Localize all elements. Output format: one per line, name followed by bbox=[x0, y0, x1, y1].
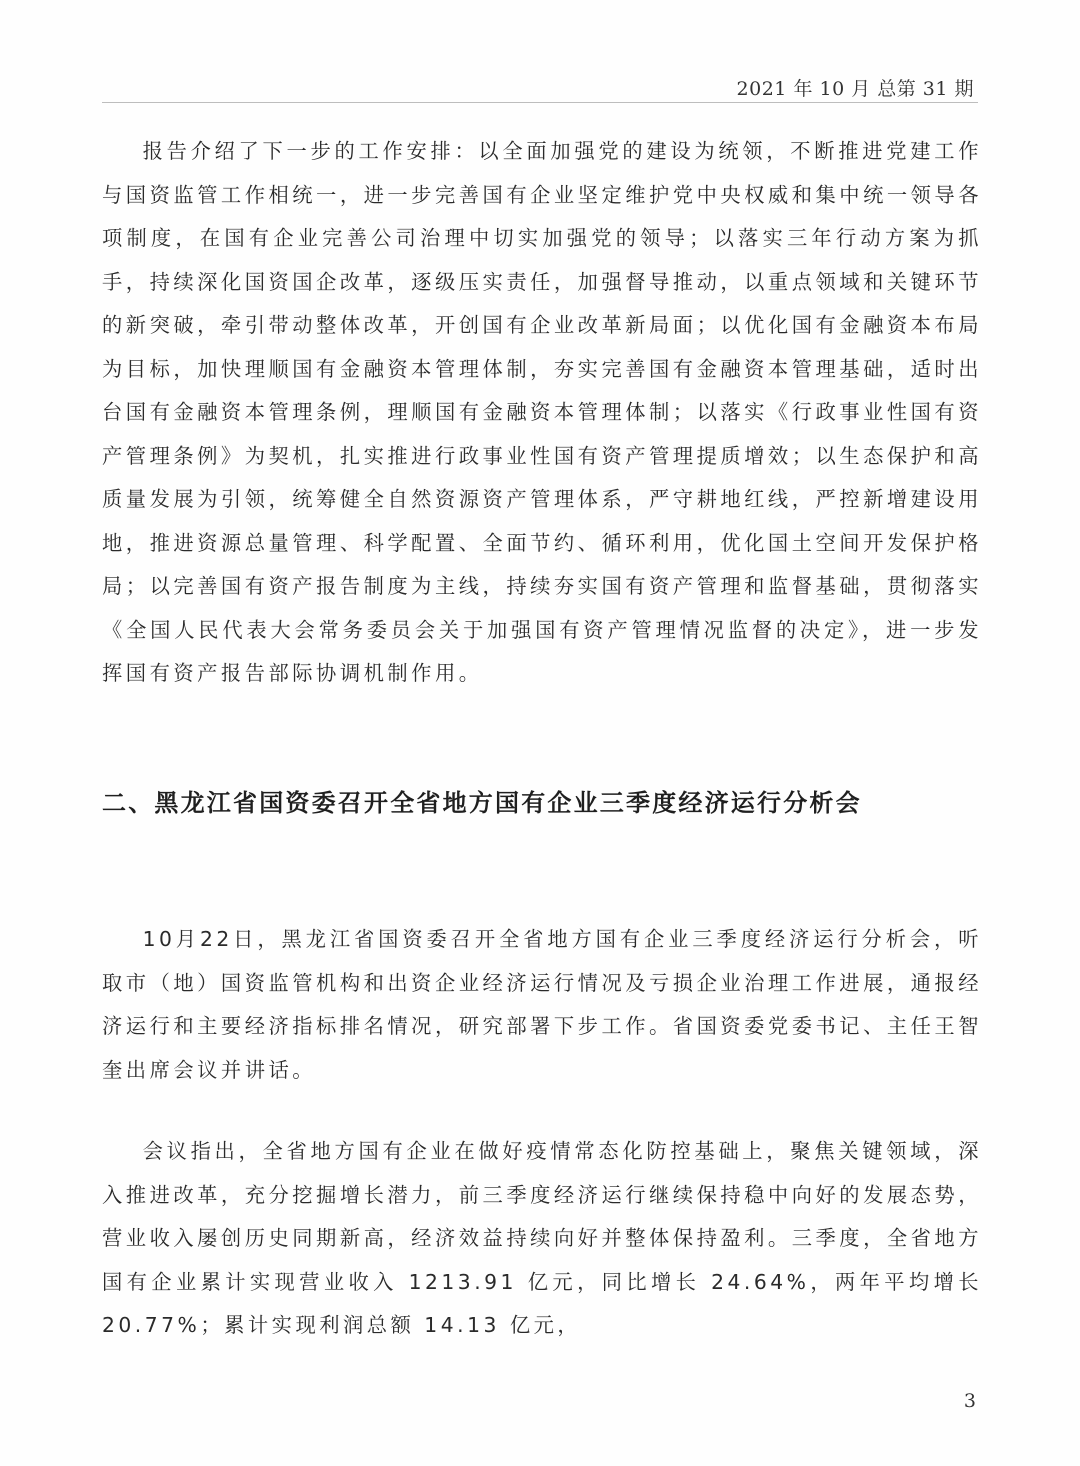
body-paragraph-meeting: 10月22日，黑龙江省国资委召开全省地方国有企业三季度经济运行分析会，听取市（地）国资监管机构和出资企业经济运行情况及亏损企业治理工作进展，通报经济运行和主要经济指标排名情况，研究部署下步工作。省国资委党委书记、主任王智奎出席会议并讲话。 bbox=[102, 927, 982, 1082]
body-paragraph-work-plan: 报告介绍了下一步的工作安排：以全面加强党的建设为统领，不断推进党建工作与国资监管工作相统一，进一步完善国有企业坚定维护党中央权威和集中统一领导各项制度，在国有企业完善公司治理中切实加强党的领导；以落实三年行动方案为抓手，持续深化国资国企改革，逐级压实责任，加强督导推动，以重点领域和关键环节的新突破，牵引带动整体改革，开创国有企业改革新局面；以优化国有金融资本布局为目标，加快理顺国有金融资本管理体制，夯实完善国有金融资本管理基础，适时出台国有金融资本管理条例，理顺国有金融资本管理体制；以落实《行政事业性国有资产管理条例》为契机，扎实推进行政事业性国有资产管理提质增效；以生态保护和高质量发展为引领，统筹健全自然资源资产管理体系，严守耕地红线，严控新增建设用地，推进资源总量管理、科学配置、全面节约、循环利用，优化国土空间开发保护格局；以完善国有资产报告制度为主线，持续夯实国有资产管理和监督基础，贯彻落实《全国人民代表大会常务委员会关于加强国有资产管理情况监督的决定》，进一步发挥国有资产报告部际协调机制作用。 bbox=[102, 139, 982, 685]
body-paragraph-results: 会议指出，全省地方国有企业在做好疫情常态化防控基础上，聚焦关键领域，深入推进改革，充分挖掘增长潜力，前三季度经济运行继续保持稳中向好的发展态势，营业收入屡创历史同期新高，经济效益持续向好并整体保持盈利。三季度，全省地方国有企业累计实现营业收入 1213.91 亿元，同比增长 24.64%，两年平均增长 20.77%；累计实现利润总额 14.13 亿元， bbox=[102, 1139, 982, 1337]
page-header bbox=[102, 72, 978, 103]
page-number: 3 bbox=[963, 1390, 976, 1412]
section-heading: 二、黑龙江省国资委召开全省地方国有企业三季度经济运行分析会 bbox=[102, 789, 862, 817]
issue-label: 2021 年 10 月 总第 31 期 bbox=[736, 78, 974, 100]
